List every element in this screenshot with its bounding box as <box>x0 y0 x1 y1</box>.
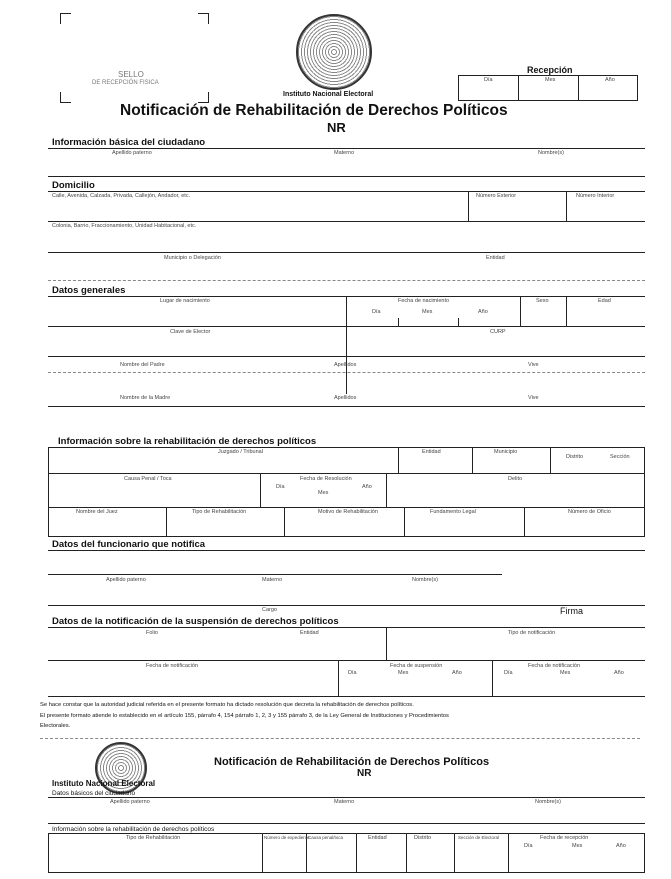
field-label: Año <box>362 484 372 490</box>
rule-line <box>48 252 645 253</box>
field-label: Número Exterior <box>476 193 517 199</box>
field-label: Nombre(s) <box>412 577 438 583</box>
rule-line <box>166 507 167 537</box>
field-label: Distrito <box>414 835 432 841</box>
rehab-table <box>48 447 645 537</box>
rule-line <box>48 507 645 508</box>
field-label: Número de expediente <box>264 835 310 840</box>
field-label: Año <box>452 670 462 676</box>
field-label: Año <box>614 670 624 676</box>
document-code: NR <box>327 120 346 135</box>
field-label: Apellidos <box>334 395 357 401</box>
rule-line <box>284 507 285 537</box>
stamp-label: SELLO <box>118 70 144 79</box>
field-label: Calle, Avenida, Calzada, Privada, Callejón, Andador, etc. <box>52 193 191 199</box>
field-label: Mes <box>560 670 571 676</box>
document-title: Notificación de Rehabilitación de Derechos Políticos <box>120 102 508 119</box>
rule-line <box>398 318 399 326</box>
rule-line <box>48 574 502 575</box>
stub-code: NR <box>357 768 372 779</box>
field-label: Mes <box>422 309 433 315</box>
rule-line <box>48 372 645 373</box>
field-label: Lugar de nacimiento <box>160 298 210 304</box>
rule-line <box>524 507 525 537</box>
rule-line <box>386 627 387 661</box>
rule-line <box>48 356 645 357</box>
field-label: Sección <box>610 454 630 460</box>
field-label: Día <box>276 484 285 490</box>
stub-title: Notificación de Rehabilitación de Derechos Políticos <box>214 756 490 768</box>
rule-line <box>48 221 645 222</box>
rule-line <box>48 550 645 551</box>
field-label: Fecha de nacimiento <box>398 298 450 304</box>
section-generales-heading: Datos generales <box>52 285 126 296</box>
rule-line <box>454 833 455 873</box>
rule-line <box>48 627 645 628</box>
section-rehab-heading: Información sobre la rehabilitación de derechos políticos <box>58 436 317 447</box>
field-label: Mes <box>545 77 556 83</box>
legal-line-3: Electorales. <box>40 723 71 729</box>
rule-line <box>48 823 645 824</box>
field-label: Materno <box>334 799 355 805</box>
field-label: Año <box>605 77 615 83</box>
field-label: Fecha de suspensión <box>390 663 443 669</box>
legal-line-1: Se hace constar que la autoridad judicial referida en el presente formato ha dictado resolución que decreta la rehabilitación de derechos políticos. <box>40 702 414 708</box>
field-label: Distrito <box>566 454 584 460</box>
field-label: Fecha de notificación <box>528 663 580 669</box>
label-paterno: Apellido paterno <box>112 150 152 156</box>
rule-line <box>48 696 645 697</box>
field-label: Causa penal/toca <box>308 835 344 840</box>
rule-line <box>472 447 473 473</box>
field-label: Juzgado / Tribunal <box>218 449 263 455</box>
stamp-sublabel: DE RECEPCIÓN FISICA <box>92 80 159 86</box>
rule-line <box>398 447 399 473</box>
field-label: Clave de Elector <box>170 329 211 335</box>
field-label: Entidad <box>486 255 505 261</box>
field-label: Sección de Electoral <box>458 835 500 840</box>
rule-line <box>492 660 493 696</box>
field-label: Municipio <box>494 449 518 455</box>
field-label: Año <box>478 309 488 315</box>
field-label: Edad <box>598 298 611 304</box>
section-basic-heading: Información básica del ciudadano <box>52 137 206 148</box>
field-label: Tipo de Rehabilitación <box>192 509 247 515</box>
rule-line <box>578 75 579 101</box>
stamp-corner-bl <box>60 92 71 103</box>
rule-line <box>406 833 407 873</box>
rule-line <box>262 833 263 873</box>
field-label: Número de Oficio <box>568 509 611 515</box>
stamp-corner-tl <box>60 13 71 24</box>
rule-line <box>48 660 645 661</box>
field-label: Nombre(s) <box>535 799 561 805</box>
section-funcionario-heading: Datos del funcionario que notifica <box>52 539 206 550</box>
field-label: Mes <box>572 843 583 849</box>
rule-line <box>48 191 645 192</box>
field-label: Delito <box>508 476 523 482</box>
field-label: Tipo de notificación <box>508 630 556 636</box>
field-label: Datos básicos del ciudadano <box>52 790 136 797</box>
field-label: Fecha de Resolución <box>300 476 352 482</box>
field-label: Municipio o Delegación <box>164 255 221 261</box>
rule-line <box>48 797 645 798</box>
rule-line <box>356 833 357 873</box>
field-label: Entidad <box>300 630 319 636</box>
rule-line <box>404 507 405 537</box>
field-label: Vive <box>528 362 539 368</box>
field-label: Apellido paterno <box>106 577 146 583</box>
rule-line <box>48 406 645 407</box>
field-label: Entidad <box>422 449 441 455</box>
field-label: Apellido paterno <box>110 799 150 805</box>
legal-line-2: El presente formato atiende lo establecido en el artículo 155, párrafo 4, 154 párrafo 1, 2, 3 y 155 párrafo 3, de la Ley General de Instituciones y Procedimientos <box>40 713 449 719</box>
field-label: Mes <box>398 670 409 676</box>
rule-line <box>338 660 339 696</box>
rule-line <box>48 280 645 281</box>
field-label: Motivo de Rehabilitación <box>318 509 378 515</box>
recepcion-label: Recepción <box>527 65 573 75</box>
field-label: Folio <box>146 630 158 636</box>
field-label: Apellidos <box>334 362 357 368</box>
field-label: Vive <box>528 395 539 401</box>
stamp-corner-tr <box>198 13 209 24</box>
field-label: CURP <box>490 329 506 335</box>
field-label: Nombre del Juez <box>76 509 118 515</box>
rule-line <box>48 176 645 177</box>
field-label: Año <box>616 843 626 849</box>
field-label: Sexo <box>536 298 549 304</box>
rule-line <box>48 605 645 606</box>
rule-line <box>260 473 261 507</box>
rule-line <box>346 296 347 394</box>
rule-line <box>520 296 521 326</box>
field-label: Nombre del Padre <box>120 362 165 368</box>
rule-line <box>48 326 645 327</box>
field-label: Entidad <box>368 835 387 841</box>
section-domicilio-heading: Domicilio <box>52 180 95 191</box>
rule-line <box>566 191 567 221</box>
field-label: Tipo de Rehabilitación <box>126 835 181 841</box>
section-suspension-heading: Datos de la notificación de la suspensión de derechos políticos <box>52 616 339 627</box>
label-materno: Materno <box>334 150 355 156</box>
field-label: Mes <box>318 490 329 496</box>
field-label: Fecha de notificación <box>146 663 198 669</box>
rule-line <box>458 318 459 326</box>
rule-line <box>508 833 509 873</box>
seal-icon <box>296 14 372 90</box>
rule-line <box>386 473 387 507</box>
field-label: Día <box>484 77 493 83</box>
field-label: Día <box>348 670 357 676</box>
field-label: Día <box>372 309 381 315</box>
rule-line <box>48 473 645 474</box>
rule-line <box>48 148 645 149</box>
field-label: Nombre de la Madre <box>120 395 171 401</box>
field-label: Cargo <box>262 607 277 613</box>
field-label: Día <box>524 843 533 849</box>
field-label: Número Interior <box>576 193 615 199</box>
field-label: Información sobre la rehabilitación de derechos políticos <box>52 826 215 833</box>
rule-line <box>566 296 567 326</box>
stub-institute: Instituto Nacional Electoral <box>52 779 156 788</box>
field-label: Materno <box>262 577 283 583</box>
rule-line <box>518 75 519 101</box>
field-label: Causa Penal / Toca <box>124 476 172 482</box>
rule-line <box>550 447 551 473</box>
institute-name: Instituto Nacional Electoral <box>283 91 374 98</box>
field-label: Colonia, Barrio, Fraccionamiento, Unidad Habitacional, etc. <box>52 223 197 229</box>
field-label: Fecha de recepción <box>540 835 589 841</box>
label-nombres: Nombre(s) <box>538 150 564 156</box>
cut-line <box>40 738 640 739</box>
rule-line <box>468 191 469 221</box>
field-label: Fundamento Legal <box>430 509 476 515</box>
field-label: Día <box>504 670 513 676</box>
firma-label: Firma <box>560 606 583 616</box>
